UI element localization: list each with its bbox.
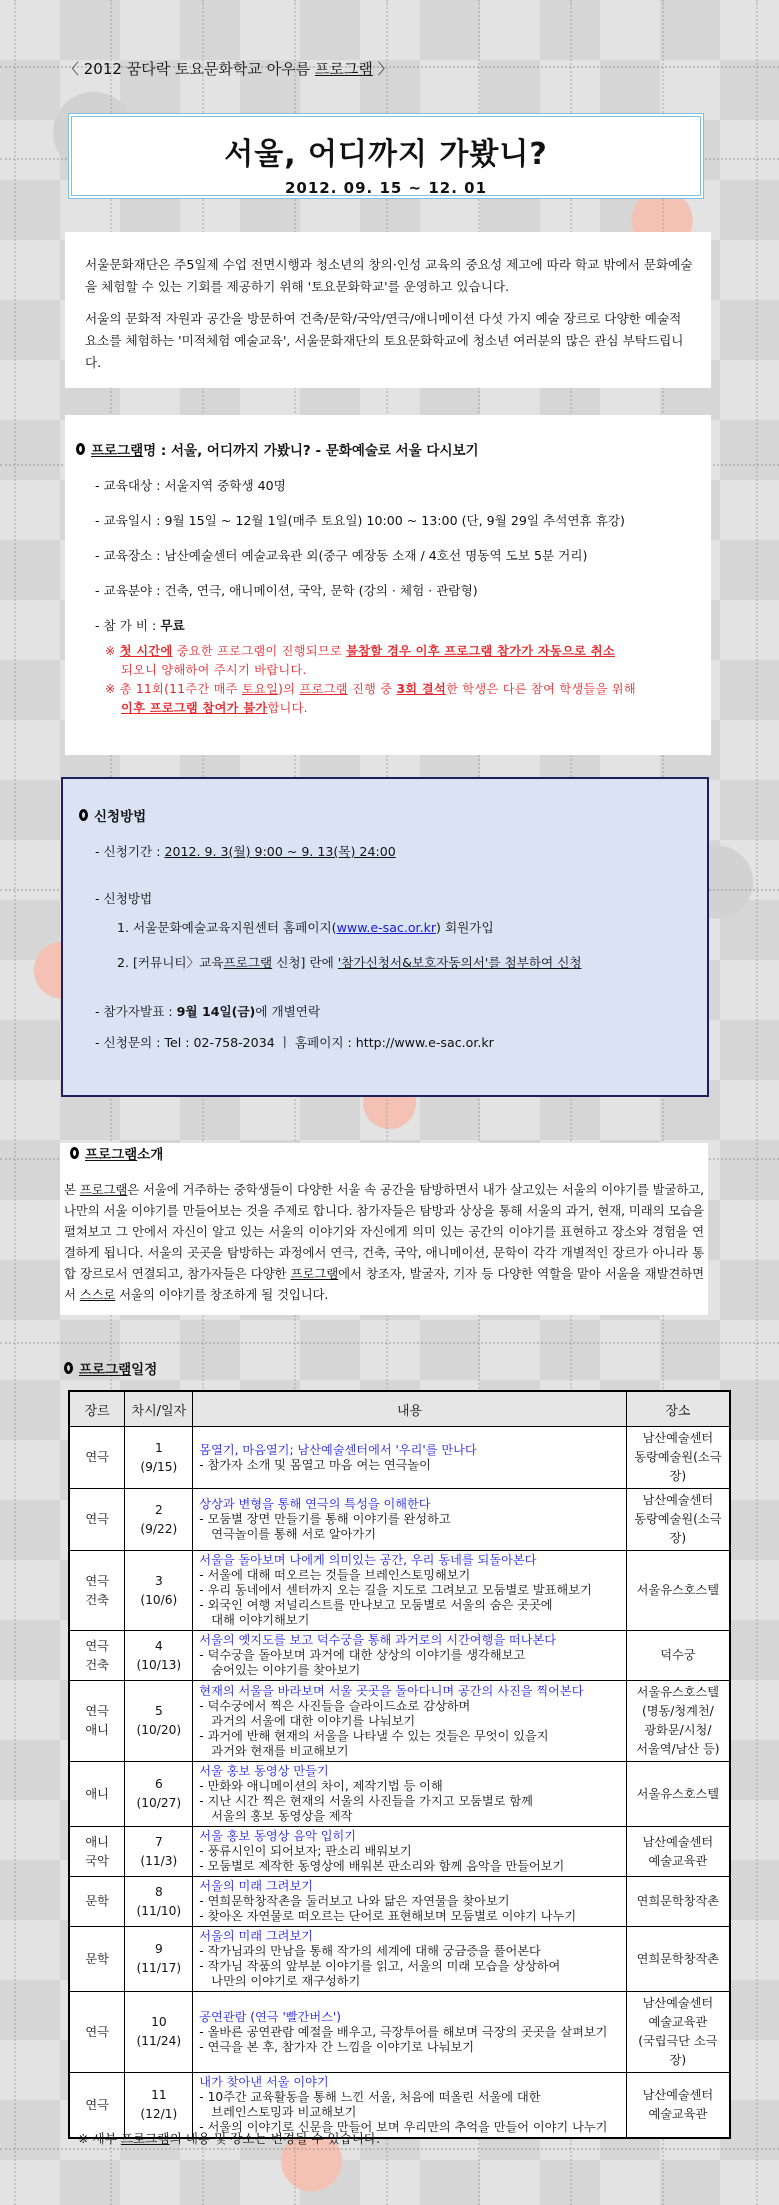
column-header-genre: 장르 [69, 1391, 125, 1427]
step-text: 신청] 란에 [272, 955, 338, 970]
place-cell [626, 1551, 730, 1631]
program-intro-heading [70, 1143, 704, 1163]
session-number: 3 [154, 1573, 163, 1588]
info-value: 서울지역 중학생 40명 [164, 478, 286, 493]
text: 에서 창조자, 발굴자, 기자 등 다양한 역할을 맡아 서울을 재발견하면서 [64, 1266, 705, 1302]
activity-item: 과거와 현재를 비교해보기 [211, 1743, 349, 1758]
series-title-underlined: 프로그램 [314, 60, 373, 78]
text: 프로그램 [290, 1266, 339, 1281]
genre-label: 건축 [85, 1657, 109, 1672]
reference-mark: ※ [105, 682, 120, 696]
activity-item: - 우리 동네에서 센터까지 오는 길을 지도로 그려보고 모둠별로 발표해보기 [199, 1583, 592, 1597]
warning-text: 한 학생은 다른 참여 학생들을 위해 [446, 682, 636, 696]
session-title: 서울 홍보 동영상 만들기 [199, 1764, 329, 1778]
table-row [69, 1927, 730, 1992]
session-number: 5 [154, 1704, 163, 1718]
warning-text: 진행 중 [347, 682, 397, 696]
session-title: 서울의 옛지도를 보고 덕수궁을 통해 과거로의 시간여행을 떠나본다 [199, 1633, 557, 1647]
genre-label: 연극 [85, 1573, 109, 1588]
info-label: - 참 가 비 : [95, 618, 161, 633]
content-cell [193, 1551, 626, 1631]
info-item-field [95, 582, 701, 599]
table-row [69, 1681, 730, 1762]
heading-rest: 소개 [137, 1147, 164, 1163]
activity-item: 대해 이야기해보기 [211, 1613, 310, 1627]
content-cell [193, 1489, 626, 1551]
warning-emphasis: 토요일 [241, 682, 279, 696]
heading-underlined: 프로그램 [85, 1147, 138, 1163]
place-label: 서울역/남산 등) [636, 1742, 720, 1756]
activity-item: - 모둠별로 제작한 동영상에 배워본 판소리와 함께 음악을 만들어보기 [199, 1859, 565, 1873]
text: 스스로 [79, 1287, 116, 1302]
activity-item: - 만화와 애니메이션의 차이, 제작기법 등 이해 [199, 1779, 443, 1793]
place-cell [626, 2073, 730, 2139]
genre-cell [69, 1551, 125, 1631]
session-title: 몸열기, 마음열기; 남산예술센터에서 '우리'를 만나다 [199, 1442, 477, 1457]
contact-label: - 신청문의 : [95, 1035, 165, 1050]
genre-cell [69, 1992, 125, 2073]
activity-item: 연극놀이를 통해 서로 알아가기 [211, 1527, 376, 1541]
activity-item: - 서울의 이야기로 신문을 만들어 보며 우리만의 추억을 만들어 이야기 나누기 [199, 2120, 608, 2134]
place-label: 예술교육관 [648, 2107, 708, 2121]
activity-item: - 덕수궁을 돌아보며 과거에 대한 상상의 이야기를 생각해보고 [199, 1648, 526, 1662]
session-number: 7 [154, 1834, 163, 1849]
session-cell [125, 1631, 193, 1681]
session-cell [125, 1927, 193, 1992]
heading-text: 신청방법 [94, 809, 147, 825]
step-text: 2. [커뮤니티〉교육 [117, 955, 224, 970]
info-label: - 교육대상 : [95, 478, 165, 493]
content-cell [193, 1681, 626, 1762]
heading-underlined: 프로그램 [79, 1362, 132, 1378]
info-label: - 교육일시 : [95, 513, 165, 528]
place-label: 남산예술센터 [642, 1996, 714, 2010]
session-cell [125, 1681, 193, 1762]
genre-label: 애니 [85, 1723, 109, 1737]
series-title-close: 〉 [372, 60, 393, 78]
genre-cell [69, 1631, 125, 1681]
table-row [69, 1631, 730, 1681]
step-text: '참가신청서&보호자동의서'를 첨부하여 신청 [337, 955, 582, 970]
intro-paragraph: 서울의 문화적 자원과 공간을 방문하여 건축/문학/국악/연극/애니메이션 다섯 가지 예술 장르로 다양한 예술적 요소를 체험하는 '미적체험 예술교육', 서울문화재단의 토요문화학교에 청소년 여러분의 많은 관심 부탁드립니다. [85, 311, 684, 370]
step-text: ) 회원가입 [436, 920, 494, 935]
text: 은 서울에 거주하는 중학생들이 다양한 서울 속 공간을 탐방하면서 내가 살고있는 서울의 이야기를 발굴하고, 나만의 서울 이야기를 만들어보는 것을 주제로 합니다. 참가자들은 탐방과 상상을 통해 서울의 과거, 현재, 미래의 모습을 펼쳐보고 그 안에서 자신이 알고 있는 서울의 이야기와 자신에게 의미 있는 공간의 이야기를 표현하고 장소와 경험을 연결하게 됩니다. 서울의 곳곳을 탐방하는 과정에서 연극, 건축, 국악, 애니메이션, 문학이 각각 개별적인 장르가 아니라 통합 장르로서 연결되고, 참가자들은 다양한 [64, 1182, 704, 1281]
announce-text: 에 개별연락 [255, 1004, 321, 1019]
session-cell [125, 1551, 193, 1631]
place-cell [626, 1427, 730, 1489]
table-row [69, 1992, 730, 2073]
session-date: (9/22) [140, 1521, 178, 1536]
text: 본 [64, 1182, 80, 1197]
activity-item: 과거의 서울에 대한 이야기를 나눠보기 [211, 1713, 416, 1728]
genre-label: 연극 [85, 1450, 109, 1464]
table-header-row [69, 1391, 730, 1427]
column-header-session: 차시/일자 [125, 1391, 193, 1427]
warning-emphasis: 첫 시간에 [119, 644, 173, 658]
program-name-heading [76, 439, 701, 459]
method-step-1 [95, 919, 707, 936]
session-title: 서울의 미래 그려보기 [199, 1879, 314, 1893]
place-cell [626, 1927, 730, 1992]
activity-item: - 작가님과의 만남을 통해 작가의 세계에 대해 궁금증을 풀어본다 [199, 1944, 541, 1958]
announce-label: - 참가자발표 : [95, 1004, 177, 1019]
session-number: 6 [154, 1777, 163, 1791]
session-cell [125, 1992, 193, 2073]
content-cell [193, 1762, 626, 1827]
warning-text: 합니다. [267, 701, 308, 715]
note-text: 의 내용 및 장소는 변경될 수 있습니다. [169, 2131, 381, 2146]
place-cell [626, 1827, 730, 1877]
circle-bullet-icon [79, 809, 88, 821]
session-title: 상상과 변형을 통해 연극의 특성을 이해한다 [199, 1497, 431, 1511]
place-label: (국립극단 소극장) [638, 2034, 718, 2067]
circle-bullet-icon [76, 443, 85, 455]
table-row [69, 1762, 730, 1827]
session-number: 4 [154, 1638, 163, 1653]
column-header-content: 내용 [193, 1391, 626, 1427]
session-date: (11/3) [140, 1853, 178, 1868]
genre-label: 연극 [85, 2024, 109, 2039]
inquiry [95, 1034, 707, 1051]
genre-label: 문학 [85, 1894, 109, 1908]
session-date: (11/17) [136, 1961, 182, 1975]
note-text: ※ 세부 [78, 2131, 121, 2146]
program-intro-text [64, 1179, 704, 1305]
place-label: 광화문/시청/ [644, 1723, 712, 1737]
schedule-heading [64, 1358, 157, 1378]
warning-1 [65, 642, 701, 680]
announcement [95, 1003, 707, 1020]
activity-item: - 풍류시인이 되어보자; 판소리 배워보기 [199, 1844, 412, 1858]
series-title [64, 58, 393, 79]
info-value: 건축, 연극, 애니메이션, 국악, 문학 (강의 · 체험 · 관람형) [164, 583, 478, 598]
content-cell [193, 1927, 626, 1992]
genre-label: 국악 [85, 1853, 109, 1868]
esac-homepage-link[interactable]: www.e-sac.or.kr [336, 920, 437, 935]
session-date: (10/20) [136, 1723, 182, 1737]
activity-item: - 모둠별 장면 만들기를 통해 이야기를 완성하고 [199, 1512, 451, 1526]
session-cell [125, 1762, 193, 1827]
place-label: 남산예술센터 [642, 1834, 714, 1849]
session-number: 8 [154, 1884, 163, 1899]
step-text: 1. 서울문화예술교육지원센터 홈페이지( [117, 920, 337, 935]
info-value: 9월 15일 ~ 12월 1일(매주 토요일) 10:00 ~ 13:00 (단, 9월 29일 추석연휴 휴강) [164, 513, 625, 528]
genre-label: 건축 [85, 1592, 109, 1607]
session-cell [125, 1877, 193, 1927]
content-cell [193, 1827, 626, 1877]
application-method: - 신청방법 [95, 891, 153, 906]
circle-bullet-icon [70, 1147, 79, 1159]
genre-label: 애니 [85, 1786, 109, 1801]
session-title: 공연관람 (연극 '빨간버스') [199, 2009, 341, 2024]
warning-emphasis: 프로그램 [299, 682, 348, 696]
schedule-body [69, 1427, 730, 2139]
place-label: 남산예술센터 [642, 1493, 714, 1507]
method-step-2 [95, 954, 707, 971]
dotted-guide [14, 0, 16, 2205]
application-list [79, 843, 707, 1051]
activity-item: - 연희문학창작촌을 둘러보고 나와 닮은 자연물을 찾아보기 [199, 1894, 510, 1908]
place-cell [626, 1992, 730, 2073]
activity-item: 숨어있는 이야기를 찾아보기 [211, 1663, 361, 1677]
session-title: 서울의 미래 그려보기 [199, 1929, 314, 1943]
session-date: (10/6) [140, 1592, 178, 1607]
activity-item: - 과거에 반해 현재의 서울을 나타낼 수 있는 것들은 무엇이 있을지 [199, 1728, 549, 1743]
session-number: 2 [154, 1502, 163, 1517]
genre-label: 문학 [85, 1951, 109, 1966]
note-text: 프로그램 [120, 2131, 170, 2146]
place-label: 연희문학창작촌 [636, 1894, 720, 1908]
warning-2 [65, 680, 701, 718]
genre-label: 연극 [85, 1704, 109, 1718]
place-cell [626, 1877, 730, 1927]
table-row [69, 1489, 730, 1551]
schedule-table [68, 1390, 731, 2139]
session-date: (9/15) [140, 1459, 178, 1474]
genre-cell [69, 1427, 125, 1489]
warning-text: 되오니 양해하여 주시기 바랍니다. [121, 663, 307, 677]
application-heading [79, 805, 707, 825]
application-period [95, 843, 707, 860]
page-title: 서울, 어디까지 가봤니? [224, 137, 548, 172]
info-item-fee [95, 617, 701, 634]
session-cell [125, 1489, 193, 1551]
place-cell [626, 1631, 730, 1681]
genre-cell [69, 1827, 125, 1877]
table-row [69, 1827, 730, 1877]
place-label: 남산예술센터 [642, 2088, 714, 2102]
heading-underlined: 프로그램 [91, 443, 144, 459]
program-info-list [65, 477, 701, 634]
application-box [61, 777, 709, 1097]
info-item-schedule [95, 512, 701, 529]
program-info-panel [65, 415, 711, 755]
program-dates: 2012. 09. 15 ~ 12. 01 [284, 179, 488, 197]
genre-cell [69, 1489, 125, 1551]
session-cell [125, 1427, 193, 1489]
session-cell [125, 1827, 193, 1877]
text: 프로그램 [79, 1182, 128, 1197]
session-title: 서울을 돌아보며 나에게 의미있는 공간, 우리 동네를 되돌아본다 [199, 1553, 537, 1567]
warning-text: 중요한 프로그램이 진행되므로 [172, 644, 347, 658]
session-date: (12/1) [140, 2107, 178, 2121]
intro-paragraph: 서울문화재단은 주5일제 수업 전면시행과 청소년의 창의·인성 교육의 중요성 제고에 따라 학교 밖에서 문화예술을 체험할 수 있는 기회를 제공하기 위해 '토요문화학교'를 운영하고 있습니다. [85, 257, 693, 294]
content-cell [193, 1631, 626, 1681]
warning-emphasis: 이후 프로그램 참여가 불가 [121, 701, 268, 715]
warning-emphasis: 불참할 경우 이후 프로그램 참가가 자동으로 취소 [346, 644, 615, 658]
text: 서울의 이야기를 창조하게 될 것입니다. [115, 1287, 329, 1302]
genre-cell [69, 1681, 125, 1762]
column-header-place: 장소 [626, 1391, 730, 1427]
info-item-target [95, 477, 701, 494]
activity-item: 나만의 이야기로 재구성하기 [211, 1974, 361, 1988]
title-box [68, 113, 704, 199]
info-label: - 교육분야 : [95, 583, 165, 598]
warning-text: )의 [278, 682, 300, 696]
activity-item: - 참가자 소개 및 몸열고 마음 여는 연극놀이 [199, 1457, 431, 1472]
circle-bullet-icon [64, 1362, 73, 1374]
activity-item: - 작가님 작품의 앞부분 이야기를 읽고, 서울의 미래 모습을 상상하여 [199, 1959, 561, 1973]
table-row [69, 1877, 730, 1927]
reference-mark: ※ [105, 644, 120, 658]
activity-item: - 외국인 여행 저널리스트를 만나보고 모둠별로 서울의 숨은 곳곳에 [199, 1598, 553, 1612]
place-label: 덕수궁 [660, 1648, 696, 1662]
table-row [69, 1427, 730, 1489]
place-cell [626, 1489, 730, 1551]
session-title: 내가 찾아낸 서울 이야기 [199, 2075, 329, 2089]
warning-text [105, 699, 701, 718]
session-date: (10/13) [136, 1657, 182, 1672]
activity-item: 브레인스토밍과 비교해보기 [211, 2105, 357, 2119]
genre-cell [69, 1762, 125, 1827]
contact-value: Tel : 02-758-2034 ㅣ 홈페이지 : http://www.e-sac.or.kr [164, 1035, 494, 1050]
activity-item: - 연극을 본 후, 참가자 간 느낌을 이야기로 나눠보기 [199, 2039, 475, 2054]
session-number: 1 [154, 1440, 163, 1455]
program-intro-panel [60, 1143, 708, 1315]
heading-rest: 일정 [131, 1362, 158, 1378]
genre-cell [69, 1927, 125, 1992]
place-label: (명동/청계천/ [641, 1704, 714, 1718]
genre-label: 연극 [85, 1512, 109, 1526]
place-label: 동랑예술원(소극장) [634, 1450, 722, 1483]
schedule-note [78, 2128, 380, 2147]
place-label: 동랑예술원(소극장) [634, 1512, 722, 1545]
info-label: - 교육장소 : [95, 548, 165, 563]
series-title-open: 〈 2012 꿈다락 토요문화학교 아우름 [64, 60, 315, 78]
session-title: 현재의 서울을 바라보며 서울 곳곳을 돌아다니며 공간의 사진을 찍어본다 [199, 1683, 584, 1698]
place-label: 서울유스호스텔 [636, 1685, 720, 1699]
session-date: (10/27) [136, 1796, 182, 1810]
place-label: 예술교육관 [648, 2015, 708, 2029]
period-label: - 신청기간 : [95, 844, 165, 859]
session-date: (11/10) [136, 1903, 182, 1918]
heading-rest: 명 : 서울, 어디까지 가봤니? - 문화예술로 서울 다시보기 [143, 443, 479, 459]
info-item-location [95, 547, 701, 564]
activity-item: - 올바른 공연관람 예절을 배우고, 극장투어를 해보며 극장의 곳곳을 살펴보기 [199, 2024, 608, 2039]
warning-emphasis: 3회 결석 [396, 682, 447, 696]
activity-item: - 덕수궁에서 찍은 사진들을 슬라이드쇼로 감상하며 [199, 1698, 471, 1713]
table-row [69, 1551, 730, 1631]
session-number: 11 [151, 2088, 167, 2102]
content-cell [193, 1877, 626, 1927]
info-value: 무료 [160, 618, 185, 633]
place-cell [626, 1762, 730, 1827]
warning-text: 총 11회(11주간 매주 [119, 682, 242, 696]
intro-panel [65, 232, 711, 388]
session-title: 서울 홍보 동영상 음악 입히기 [199, 1829, 357, 1843]
genre-label: 연극 [85, 1638, 109, 1653]
genre-cell [69, 1877, 125, 1927]
activity-item: - 지난 시간 찍은 현재의 서울의 사진들을 가지고 모둠별로 함께 [199, 1794, 533, 1808]
genre-label: 연극 [85, 2097, 109, 2112]
announce-date: 9월 14일(금) [176, 1004, 256, 1019]
place-label: 서울유스호스텔 [636, 1786, 720, 1801]
step-text: 프로그램 [223, 955, 273, 970]
activity-item: - 서울에 대해 떠오르는 것들을 브레인스토밍해보기 [199, 1568, 471, 1582]
session-date: (11/24) [136, 2034, 182, 2048]
place-label: 서울유스호스텔 [636, 1583, 720, 1597]
activity-item: - 찾아온 자연물로 떠오르는 단어로 표현해보며 모둠별로 이야기 나누기 [199, 1909, 577, 1923]
place-cell [626, 1681, 730, 1762]
period-value: 2012. 9. 3(월) 9:00 ~ 9. 13(목) 24:00 [164, 844, 396, 859]
activity-item: - 10주간 교육활동을 통해 느낀 서울, 처음에 떠올린 서울에 대한 [199, 2090, 541, 2104]
genre-label: 애니 [85, 1834, 109, 1849]
session-number: 10 [151, 2015, 167, 2029]
dotted-guide [756, 0, 758, 2205]
content-cell [193, 1427, 626, 1489]
place-label: 연희문학창작촌 [636, 1951, 720, 1966]
session-number: 9 [154, 1942, 163, 1956]
place-label: 예술교육관 [648, 1853, 708, 1868]
place-label: 남산예술센터 [642, 1431, 714, 1445]
info-value: 남산예술센터 예술교육관 외(중구 예장동 소재 / 4호선 명동역 도보 5분 거리) [164, 548, 588, 563]
activity-item: 서울의 홍보 동영상을 제작 [211, 1809, 353, 1823]
content-cell [193, 1992, 626, 2073]
